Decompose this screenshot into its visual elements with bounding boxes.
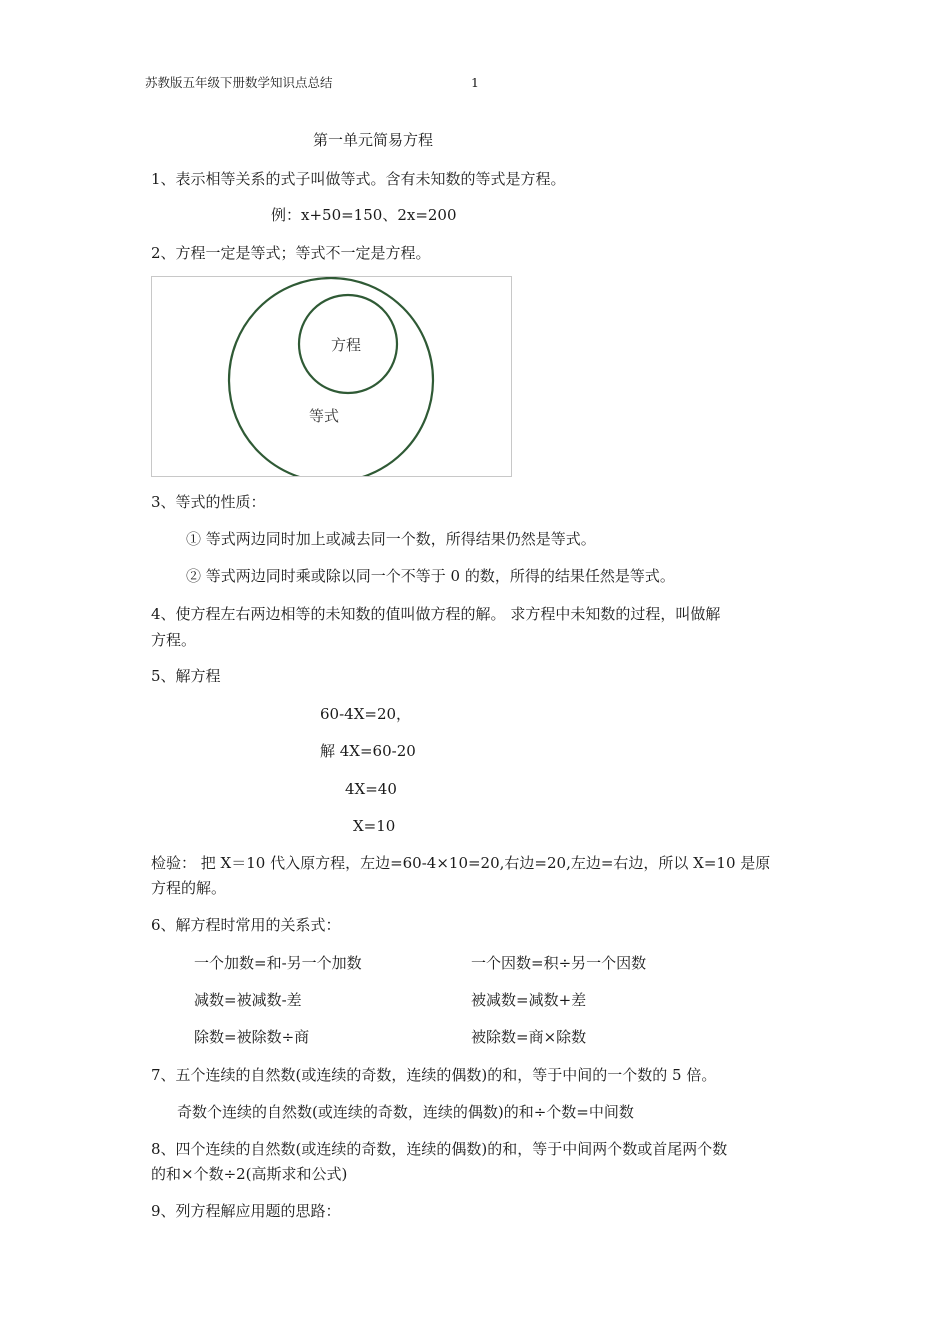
outer-circle	[229, 278, 433, 476]
property-item-1: ① 等式两边同时加上或减去同一个数，所得结果仍然是等式。	[186, 530, 596, 548]
check-line-1: 检验： 把 X＝10 代入原方程，左边=60-4×10=20,右边=20,左边=右边，所以 X=10 是原	[151, 854, 771, 872]
point-1-example: 例：x+50=150、2x=200	[271, 206, 457, 224]
solve-step-4: X=10	[353, 817, 396, 835]
header-title: 苏教版五年级下册数学知识点总结	[145, 75, 333, 90]
page-number: 1	[471, 75, 479, 90]
relation-left-1: 一个加数=和-另一个加数	[194, 954, 362, 972]
point-7: 7、五个连续的自然数(或连续的奇数，连续的偶数)的和，等于中间的一个数的 5 倍。	[151, 1066, 717, 1084]
equation-equality-venn-diagram	[151, 276, 512, 477]
point-8-line-1: 8、四个连续的自然数(或连续的奇数，连续的偶数)的和，等于中间两个数或首尾两个数	[151, 1140, 728, 1158]
venn-svg	[152, 277, 511, 476]
outer-label: 等式	[309, 407, 340, 425]
point-3: 3、等式的性质：	[151, 493, 266, 511]
check-line-2: 方程的解。	[151, 879, 227, 897]
solve-step-2: 解 4X=60-20	[320, 742, 416, 760]
relation-left-3: 除数=被除数÷商	[194, 1028, 310, 1046]
point-4-line-2: 方程。	[151, 631, 197, 649]
relation-right-2: 被减数=减数+差	[471, 991, 587, 1009]
point-9: 9、列方程解应用题的思路：	[151, 1202, 341, 1220]
point-8-line-2: 的和×个数÷2(高斯求和公式)	[151, 1165, 348, 1183]
point-7-sub: 奇数个连续的自然数(或连续的奇数，连续的偶数)的和÷个数=中间数	[177, 1103, 634, 1121]
point-6: 6、解方程时常用的关系式：	[151, 916, 341, 934]
point-1: 1、表示相等关系的式子叫做等式。含有未知数的等式是方程。	[151, 170, 566, 188]
solve-step-1: 60-4X=20，	[320, 705, 412, 723]
section-title: 第一单元简易方程	[313, 131, 434, 149]
property-item-2: ② 等式两边同时乘或除以同一个不等于 0 的数，所得的结果任然是等式。	[186, 567, 675, 585]
relation-right-1: 一个因数=积÷另一个因数	[471, 954, 647, 972]
relation-right-3: 被除数=商×除数	[471, 1028, 587, 1046]
point-5: 5、解方程	[151, 667, 221, 685]
point-4-line-1: 4、使方程左右两边相等的未知数的值叫做方程的解。 求方程中未知数的过程，叫做解	[151, 605, 721, 623]
solve-step-3: 4X=40	[345, 780, 397, 798]
point-2: 2、方程一定是等式；等式不一定是方程。	[151, 244, 431, 262]
inner-label: 方程	[331, 336, 362, 354]
relation-left-2: 减数=被减数-差	[194, 991, 302, 1009]
